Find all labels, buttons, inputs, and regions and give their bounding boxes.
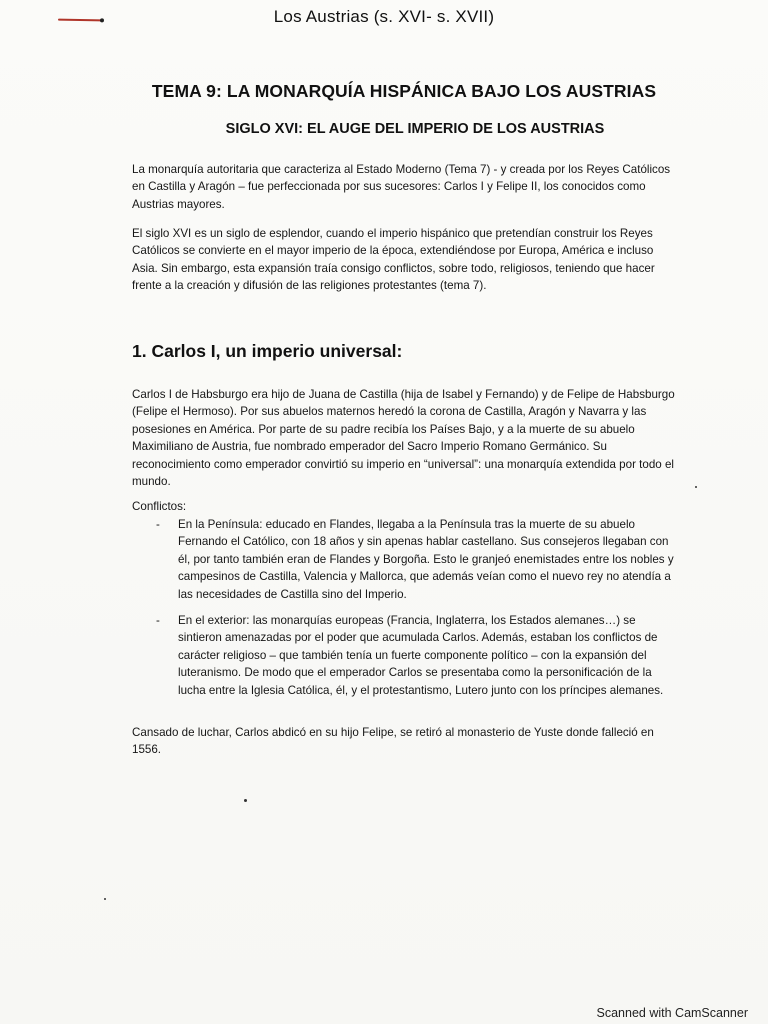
conflicts-list-1 bbox=[132, 516, 680, 603]
scan-speck bbox=[244, 799, 247, 802]
document-title: TEMA 9: LA MONARQUÍA HISPÁNICA BAJO LOS AUSTRIAS bbox=[151, 81, 657, 101]
conflicts-label: Conflictos: bbox=[132, 500, 187, 513]
scanner-watermark: Scanned with CamScanner bbox=[596, 1006, 748, 1020]
running-header: Los Austrias (s. XVI- s. XVII) bbox=[273, 7, 495, 26]
intro-paragraph-2: El siglo XVI es un siglo de esplendor, cuando el imperio hispánico que pretendían construir los Reyes Católicos se convierte en el mayor imperio de la época, extendiéndose por Europa, América e incluso Asia. Sin embargo, esta expansión traía consigo conflictos, sobre todo, religiosos, teniendo que hacer frente a la creación y difusión de las religiones protestantes (tema 7). bbox=[132, 227, 655, 293]
bullet-dash: - bbox=[156, 614, 160, 627]
conflict-item-peninsula bbox=[132, 516, 680, 603]
intro-paragraph-1: La monarquía autoritaria que caracteriza al Estado Moderno (Tema 7) - y creada por los Reyes Católicos en Castilla y Aragón – fue perfeccionada por sus sucesores: Carlos I y Felipe II, los conocidos como Austrias mayores. bbox=[132, 163, 671, 211]
scan-speck bbox=[695, 486, 697, 488]
conflict-item-exterior bbox=[132, 612, 680, 699]
conflict-text-exterior: En el exterior: las monarquías europeas (Francia, Inglaterra, los Estados alemanes…) se sintieron amenazadas por el poder que acumulada Carlos. Además, estaban los conflictos de carácter religioso – que también tenía un fuerte componente político – con la expansión del luteranismo. De modo que el emperador Carlos se presentaba como la personificación de la lucha entre la Iglesia Católica, él, y el protestantismo, Lutero junto con los príncipes alemanes. bbox=[178, 614, 664, 697]
conflicts-list-2 bbox=[132, 612, 680, 699]
document-subtitle: SIGLO XVI: EL AUGE DEL IMPERIO DE LOS AUSTRIAS bbox=[225, 121, 605, 137]
conflict-text-peninsula: En la Península: educado en Flandes, llegaba a la Península tras la muerte de su abuelo Fernando el Católico, con 18 años y sin apenas hablar castellano. Sus consejeros llegaban con él, por tanto también eran de Flandes y Borgoña. Esto le granjeó enemistades entre los nobles y campesinos de Castilla, Valencia y Mallorca, que además veían como el nuevo rey no atendía a las necesidades de Castilla sino del Imperio. bbox=[178, 518, 674, 601]
closing-paragraph: Cansado de luchar, Carlos abdicó en su hijo Felipe, se retiró al monasterio de Yuste donde falleció en 1556. bbox=[132, 726, 654, 757]
bullet-dash: - bbox=[156, 518, 160, 531]
scan-speck bbox=[104, 898, 106, 900]
section-paragraph-carlos-i: Carlos I de Habsburgo era hijo de Juana de Castilla (hija de Isabel y Fernando) y de Felipe de Habsburgo (Felipe el Hermoso). Por sus abuelos maternos heredó la corona de Castilla, Aragón y Navarra y las posesiones en América. Por parte de su padre recibía los Países Bajo, y a la muerte de su abuelo Maximiliano de Austria, fue nombrado emperador del Sacro Imperio Romano Germánico. Su reconocimiento como emperador convirtió su imperio en “universal”: una monarquía extendida por todo el mundo. bbox=[132, 388, 675, 489]
section-heading-carlos-i: 1. Carlos I, un imperio universal: bbox=[132, 341, 403, 361]
